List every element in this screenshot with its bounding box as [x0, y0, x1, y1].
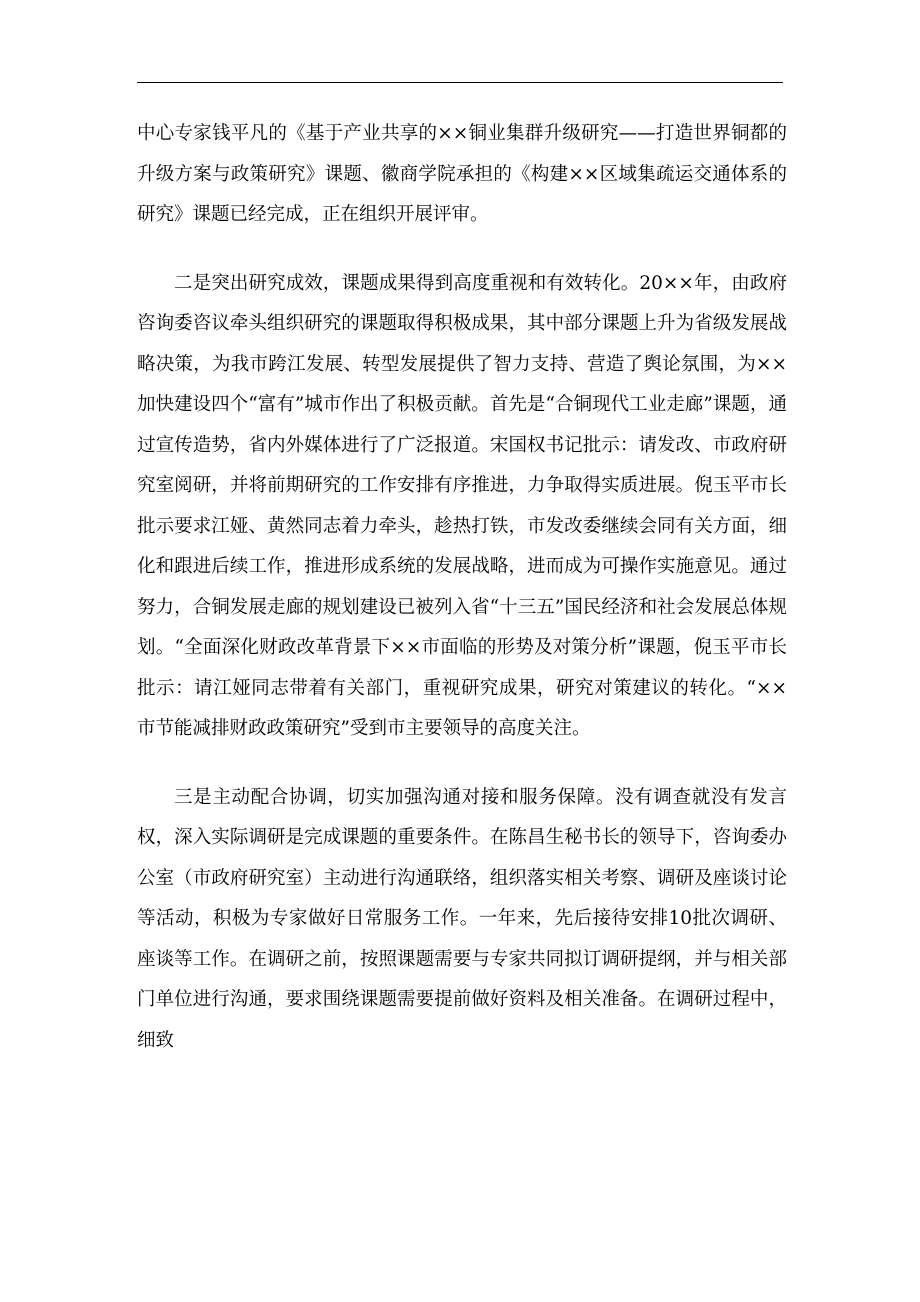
paragraph-coordination-service: 三是主动配合协调，切实加强沟通对接和服务保障。没有调查就没有发言权，深入实际调研是完成课题的重要条件。在陈昌生秘书长的领导下，咨询委办公室（市政府研究室）主动进行沟通联络，组织落实相关考察、调研及座谈讨论等活动，积极为专家做好日常服务工作。一年来，先后接待安排10批次调研、座谈等工作。在调研之前，按照课题需要与专家共同拟订调研提纲，并与相关部门单位进行沟通，要求围绕课题需要提前做好资料及相关准备。在调研过程中，细致: [137, 786, 787, 1051]
document-body: [137, 114, 787, 1061]
paragraph-continuation: 中心专家钱平凡的《基于产业共享的××铜业集群升级研究——打造世界铜都的升级方案与政策研究》课题、徽商学院承担的《构建××区域集疏运交通体系的研究》课题已经完成，正在组织开展评审。: [137, 123, 787, 225]
paragraph-research-results: 二是突出研究成效，课题成果得到高度重视和有效转化。20××年，由政府咨询委咨议牵头组织研究的课题取得积极成果，其中部分课题上升为省级发展战略决策，为我市跨江发展、转型发展提供了智力支持、营造了舆论氛围，为××加快建设四个“富有”城市作出了积极贡献。首先是“合铜现代工业走廊”课题，通过宣传造势，省内外媒体进行了广泛报道。宋国权书记批示：请发改、市政府研究室阅研，并将前期研究的工作安排有序推进，力争取得实质进展。倪玉平市长批示要求江娅、黄然同志着力牵头，趁热打铁，市发改委继续会同有关方面，细化和跟进后续工作，推进形成系统的发展战略，进而成为可操作实施意见。通过努力，合铜发展走廊的规划建设已被列入省“十三五”国民经济和社会发展总体规划。“全面深化财政改革背景下××市面临的形势及对策分析”课题，倪玉平市长批示：请江娅同志带着有关部门，重视研究成果，研究对策建议的转化。“××市节能减排财政政策研究”受到市主要领导的高度关注。: [137, 272, 787, 739]
header-rule: [137, 82, 783, 83]
